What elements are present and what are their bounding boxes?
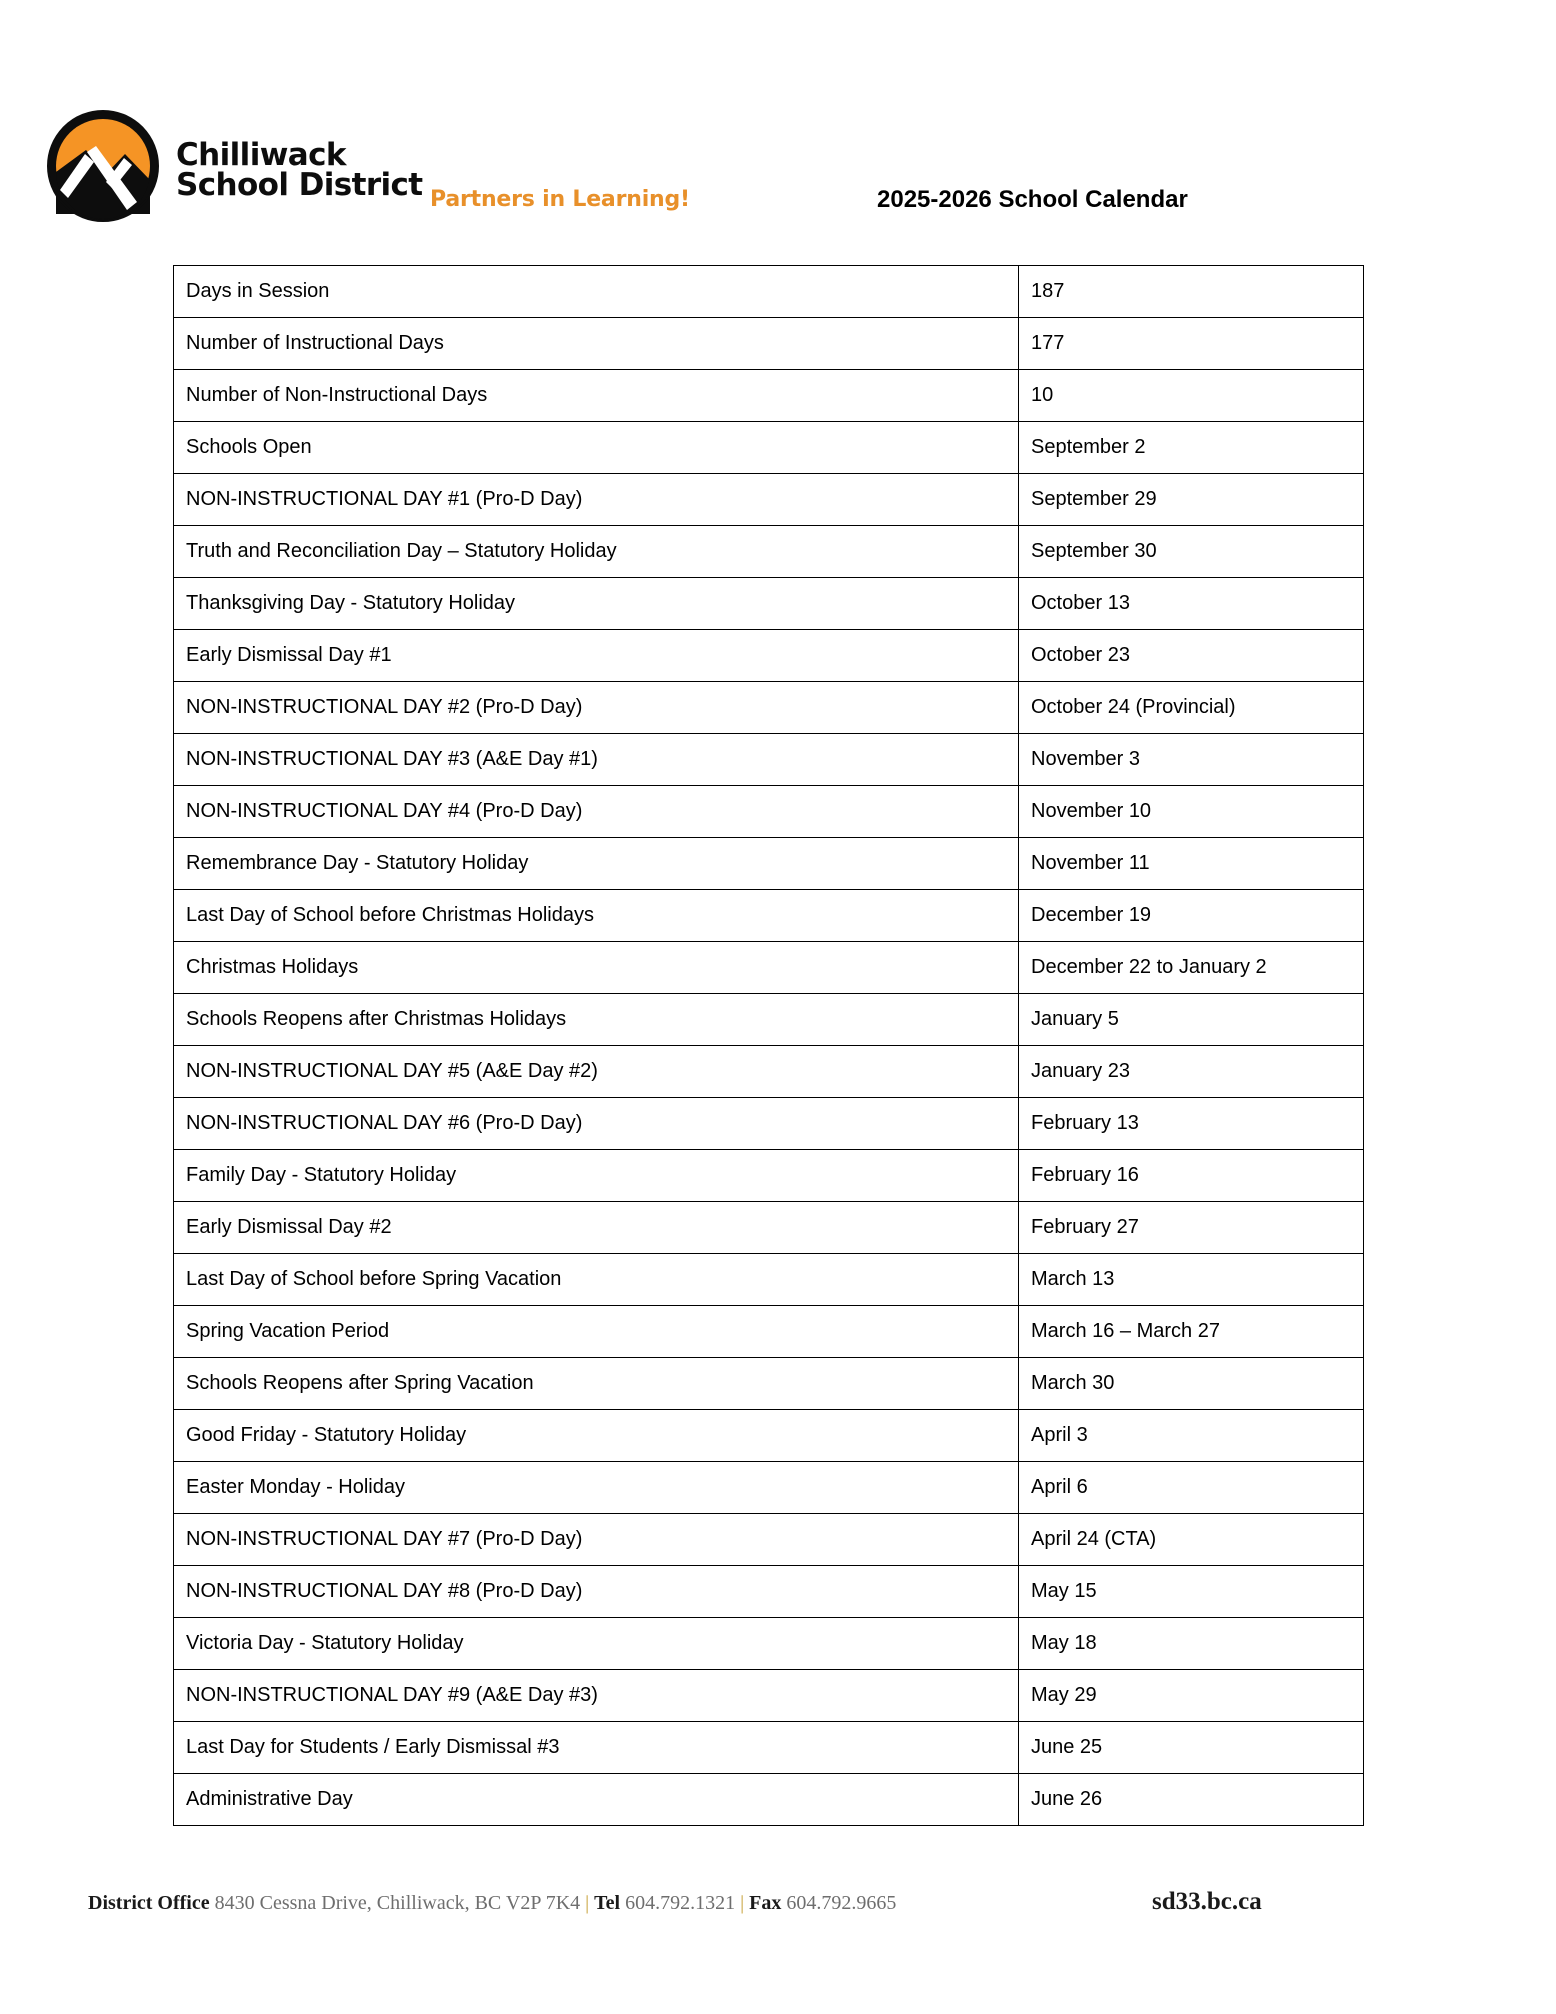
calendar-event-cell: NON-INSTRUCTIONAL DAY #8 (Pro-D Day) xyxy=(174,1566,1019,1618)
calendar-date-cell: February 16 xyxy=(1019,1150,1364,1202)
table-row xyxy=(174,1098,1364,1150)
calendar-date-cell: 187 xyxy=(1019,266,1364,318)
calendar-date-cell: June 25 xyxy=(1019,1722,1364,1774)
table-row xyxy=(174,474,1364,526)
table-row xyxy=(174,1514,1364,1566)
table-row xyxy=(174,370,1364,422)
calendar-date-cell: January 23 xyxy=(1019,1046,1364,1098)
table-row xyxy=(174,578,1364,630)
table-row xyxy=(174,1462,1364,1514)
table-row xyxy=(174,890,1364,942)
calendar-event-cell: Victoria Day - Statutory Holiday xyxy=(174,1618,1019,1670)
sun-mountain-icon xyxy=(47,110,159,222)
calendar-date-cell: March 13 xyxy=(1019,1254,1364,1306)
calendar-date-cell: December 22 to January 2 xyxy=(1019,942,1364,994)
calendar-event-cell: Administrative Day xyxy=(174,1774,1019,1826)
table-row xyxy=(174,942,1364,994)
calendar-event-cell: Last Day of School before Spring Vacation xyxy=(174,1254,1019,1306)
table-row xyxy=(174,786,1364,838)
page-footer xyxy=(0,1880,1556,1940)
table-row xyxy=(174,1722,1364,1774)
calendar-date-cell: September 30 xyxy=(1019,526,1364,578)
table-row xyxy=(174,1774,1364,1826)
table-row xyxy=(174,734,1364,786)
table-row xyxy=(174,1254,1364,1306)
calendar-date-cell: September 2 xyxy=(1019,422,1364,474)
table-row xyxy=(174,1202,1364,1254)
calendar-date-cell: March 16 – March 27 xyxy=(1019,1306,1364,1358)
table-row xyxy=(174,526,1364,578)
calendar-table-body xyxy=(174,266,1364,1826)
calendar-date-cell: May 15 xyxy=(1019,1566,1364,1618)
calendar-event-cell: Early Dismissal Day #2 xyxy=(174,1202,1019,1254)
page-header xyxy=(0,0,1556,213)
calendar-date-cell: March 30 xyxy=(1019,1358,1364,1410)
footer-separator-1: | xyxy=(585,1892,590,1914)
calendar-date-cell: October 13 xyxy=(1019,578,1364,630)
calendar-event-cell: Schools Reopens after Spring Vacation xyxy=(174,1358,1019,1410)
table-row xyxy=(174,422,1364,474)
calendar-date-cell: May 18 xyxy=(1019,1618,1364,1670)
table-row xyxy=(174,1358,1364,1410)
calendar-event-cell: NON-INSTRUCTIONAL DAY #1 (Pro-D Day) xyxy=(174,474,1019,526)
table-row xyxy=(174,630,1364,682)
footer-contact-line xyxy=(88,1892,896,1915)
footer-tel-number: 604.792.1321 xyxy=(625,1892,736,1914)
calendar-date-cell: June 26 xyxy=(1019,1774,1364,1826)
table-row xyxy=(174,1410,1364,1462)
calendar-event-cell: NON-INSTRUCTIONAL DAY #7 (Pro-D Day) xyxy=(174,1514,1019,1566)
brand-wordmark xyxy=(176,137,423,204)
table-row xyxy=(174,838,1364,890)
calendar-event-cell: Number of Non-Instructional Days xyxy=(174,370,1019,422)
calendar-date-cell: February 27 xyxy=(1019,1202,1364,1254)
calendar-event-cell: Good Friday - Statutory Holiday xyxy=(174,1410,1019,1462)
calendar-event-cell: Remembrance Day - Statutory Holiday xyxy=(174,838,1019,890)
calendar-event-cell: NON-INSTRUCTIONAL DAY #3 (A&E Day #1) xyxy=(174,734,1019,786)
table-row xyxy=(174,1306,1364,1358)
calendar-event-cell: Family Day - Statutory Holiday xyxy=(174,1150,1019,1202)
table-row xyxy=(174,318,1364,370)
calendar-event-cell: NON-INSTRUCTIONAL DAY #9 (A&E Day #3) xyxy=(174,1670,1019,1722)
document-title: 2025-2026 School Calendar xyxy=(877,186,1188,213)
calendar-event-cell: Days in Session xyxy=(174,266,1019,318)
footer-fax-label: Fax xyxy=(749,1892,782,1914)
calendar-event-cell: Schools Open xyxy=(174,422,1019,474)
table-row xyxy=(174,682,1364,734)
footer-website[interactable]: sd33.bc.ca xyxy=(1152,1888,1262,1915)
calendar-event-cell: NON-INSTRUCTIONAL DAY #6 (Pro-D Day) xyxy=(174,1098,1019,1150)
calendar-event-cell: NON-INSTRUCTIONAL DAY #4 (Pro-D Day) xyxy=(174,786,1019,838)
calendar-date-cell: April 3 xyxy=(1019,1410,1364,1462)
table-row xyxy=(174,994,1364,1046)
calendar-date-cell: November 3 xyxy=(1019,734,1364,786)
calendar-date-cell: November 10 xyxy=(1019,786,1364,838)
brand-line-1: Chilliwack xyxy=(176,137,346,173)
calendar-event-cell: Schools Reopens after Christmas Holidays xyxy=(174,994,1019,1046)
calendar-date-cell: December 19 xyxy=(1019,890,1364,942)
calendar-date-cell: 177 xyxy=(1019,318,1364,370)
chilliwack-school-district-logo xyxy=(47,110,159,222)
calendar-date-cell: April 6 xyxy=(1019,1462,1364,1514)
calendar-date-cell: April 24 (CTA) xyxy=(1019,1514,1364,1566)
calendar-event-cell: Early Dismissal Day #1 xyxy=(174,630,1019,682)
table-row xyxy=(174,266,1364,318)
table-row xyxy=(174,1618,1364,1670)
footer-address-text: 8430 Cessna Drive, Chilliwack, BC V2P 7K4 xyxy=(214,1892,581,1914)
calendar-date-cell: September 29 xyxy=(1019,474,1364,526)
calendar-date-cell: 10 xyxy=(1019,370,1364,422)
calendar-date-cell: November 11 xyxy=(1019,838,1364,890)
brand-tagline: Partners in Learning! xyxy=(430,187,690,212)
calendar-date-cell: February 13 xyxy=(1019,1098,1364,1150)
calendar-date-cell: October 23 xyxy=(1019,630,1364,682)
footer-separator-2: | xyxy=(740,1892,745,1914)
calendar-event-cell: Thanksgiving Day - Statutory Holiday xyxy=(174,578,1019,630)
calendar-event-cell: Spring Vacation Period xyxy=(174,1306,1019,1358)
calendar-event-cell: NON-INSTRUCTIONAL DAY #2 (Pro-D Day) xyxy=(174,682,1019,734)
table-row xyxy=(174,1046,1364,1098)
calendar-event-cell: Truth and Reconciliation Day – Statutory Holiday xyxy=(174,526,1019,578)
calendar-event-cell: NON-INSTRUCTIONAL DAY #5 (A&E Day #2) xyxy=(174,1046,1019,1098)
calendar-date-cell: January 5 xyxy=(1019,994,1364,1046)
footer-tel-label: Tel xyxy=(594,1892,621,1914)
calendar-date-cell: May 29 xyxy=(1019,1670,1364,1722)
calendar-event-cell: Christmas Holidays xyxy=(174,942,1019,994)
table-row xyxy=(174,1566,1364,1618)
calendar-date-cell: October 24 (Provincial) xyxy=(1019,682,1364,734)
table-row xyxy=(174,1670,1364,1722)
footer-fax-number: 604.792.9665 xyxy=(786,1892,897,1914)
school-calendar-table xyxy=(173,265,1364,1826)
footer-office-label: District Office xyxy=(88,1892,210,1914)
table-row xyxy=(174,1150,1364,1202)
calendar-event-cell: Easter Monday - Holiday xyxy=(174,1462,1019,1514)
calendar-event-cell: Last Day for Students / Early Dismissal #3 xyxy=(174,1722,1019,1774)
calendar-table-container xyxy=(173,265,1363,1826)
brand-line-2: School District xyxy=(176,167,423,204)
calendar-event-cell: Number of Instructional Days xyxy=(174,318,1019,370)
calendar-event-cell: Last Day of School before Christmas Holidays xyxy=(174,890,1019,942)
